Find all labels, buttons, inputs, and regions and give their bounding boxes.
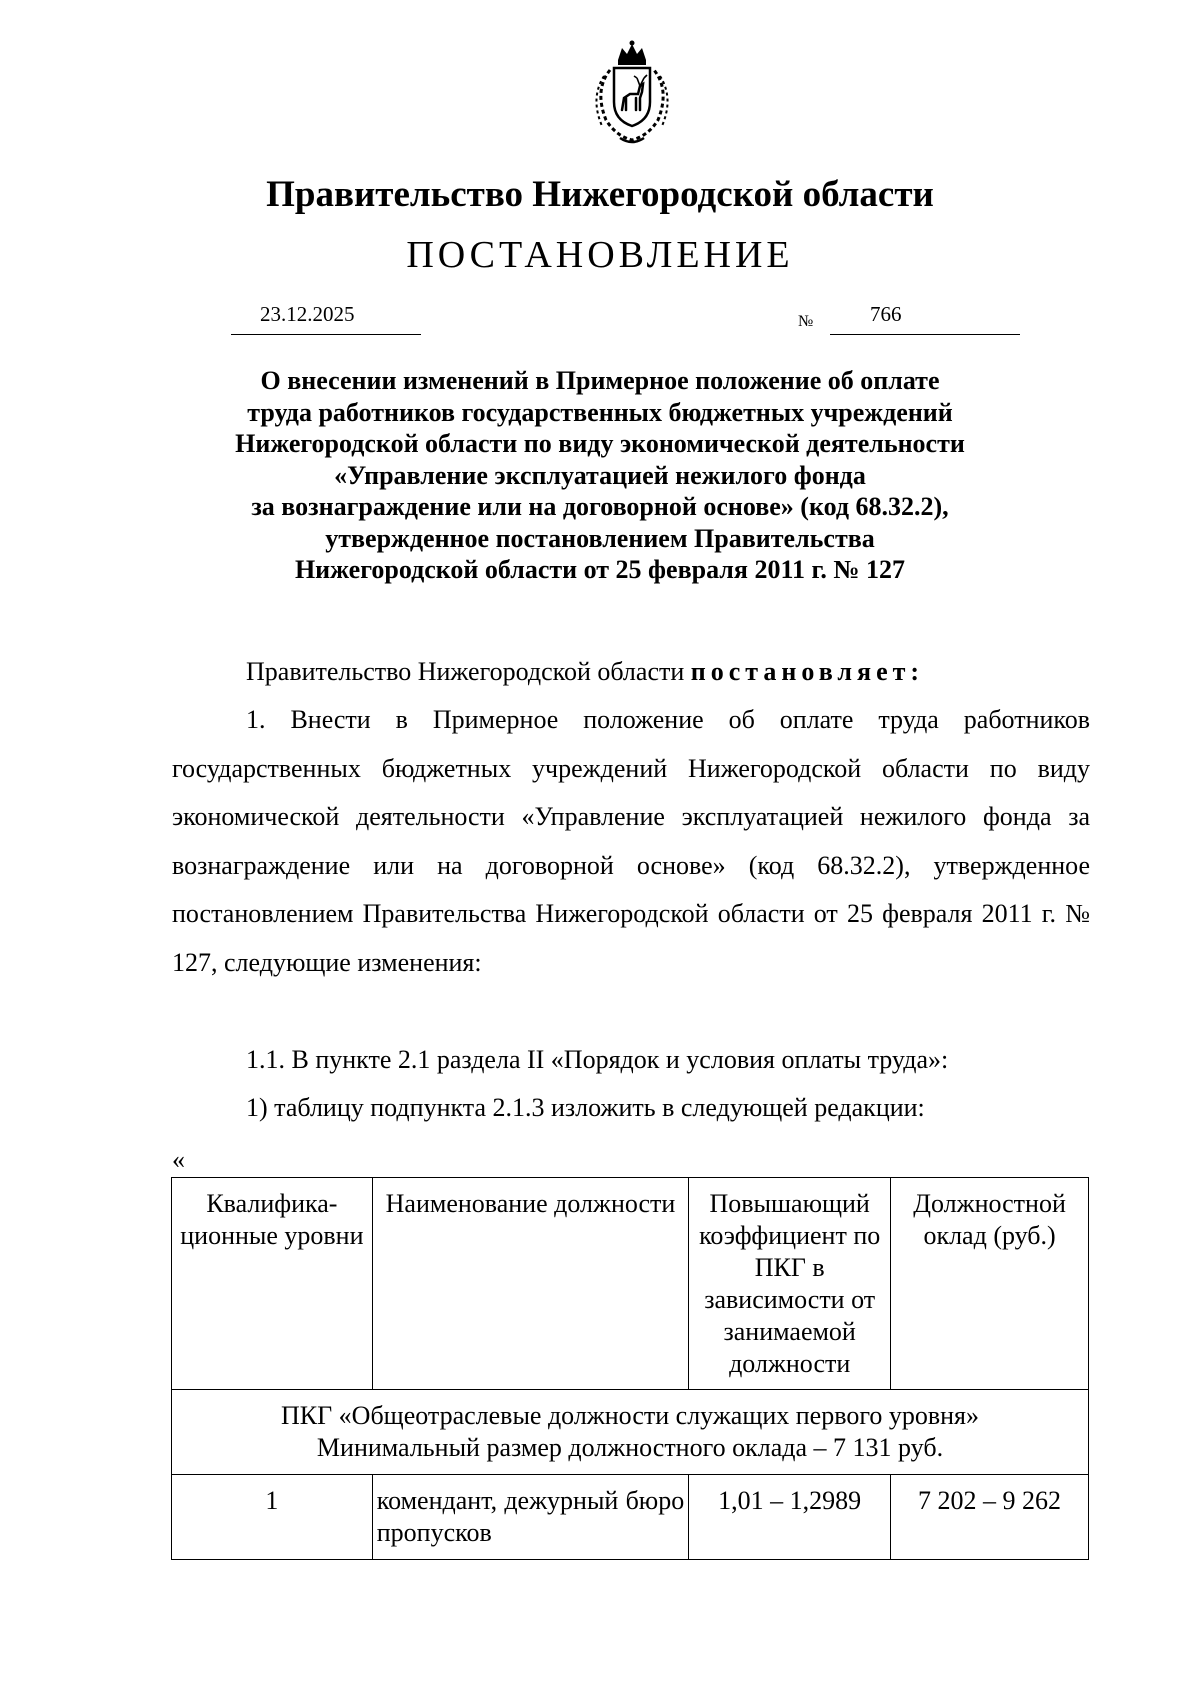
heading-line: «Управление эксплуатацией нежилого фонда: [334, 460, 866, 490]
header-position-name: Наименование должности: [372, 1178, 688, 1390]
heading-line: О внесении изменений в Примерное положение об оплате: [260, 366, 940, 395]
heading-line: утвержденное постановлением Правительства: [325, 523, 875, 553]
cell-coefficient: 1,01 – 1,2989: [689, 1475, 891, 1560]
decree-word: постановляет:: [690, 657, 925, 686]
coat-of-arms-emblem: [580, 40, 684, 148]
header-qualification-levels: Квалифика-ционные уровни: [172, 1178, 373, 1390]
cell-salary: 7 202 – 9 262: [891, 1475, 1089, 1560]
heading-line: Нижегородской области по виду экономической деятельности: [235, 429, 965, 458]
intro-prefix: Правительство Нижегородской области: [246, 657, 685, 686]
header-salary: Должностной оклад (руб.): [891, 1178, 1089, 1390]
cell-level: 1: [172, 1475, 373, 1560]
document-number-field: [830, 300, 1020, 335]
opening-quote: «: [172, 1145, 185, 1174]
group-title: ПКГ «Общеотраслевые должности служащих первого уровня»: [281, 1401, 979, 1430]
salary-table: [171, 1177, 1089, 1560]
government-name: Правительство Нижегородской области: [266, 174, 934, 215]
heading-line: Нижегородской области от 25 февраля 2011 г. № 127: [294, 555, 906, 584]
document-type: ПОСТАНОВЛЕНИЕ: [406, 234, 794, 276]
heading-line: за вознаграждение или на договорной основе» (код 68.32.2),: [251, 492, 949, 521]
document-date: 23.12.2025: [260, 302, 355, 326]
table-header-row: [172, 1178, 1089, 1390]
item-1-1-paragraph: 1.1. В пункте 2.1 раздела II «Порядок и условия оплаты труда»:: [246, 1045, 949, 1074]
document-date-field: [231, 300, 421, 335]
subitem-1-paragraph: 1) таблицу подпункта 2.1.3 изложить в следующей редакции:: [246, 1093, 925, 1122]
cell-position: комендант, дежурный бюро пропусков: [372, 1475, 688, 1560]
item-1-paragraph: 1. Внести в Примерное положение об оплате труда работников государственных бюджетных учреждений Нижегородской области по виду экономической деятельности «Управление эксплуатацией нежилого фонда за вознаграждение или на договорной основе» (код 68.32.2), утвержденное постановлением Правительства Нижегородской области от 25 февраля 2011 г. № 127, следующие изменения:: [172, 705, 1090, 977]
number-sign: №: [798, 313, 814, 330]
intro-paragraph: [172, 648, 1090, 697]
heading-line: труда работников государственных бюджетных учреждений: [247, 397, 953, 427]
header-coefficient: Повышающий коэффициент по ПКГ в зависимости от занимаемой должности: [689, 1178, 891, 1390]
document-number: 766: [870, 302, 902, 326]
table-group-row: [172, 1390, 1089, 1475]
table-row: [172, 1475, 1089, 1560]
group-min-salary: Минимальный размер должностного оклада – 7 131 руб.: [316, 1433, 944, 1462]
group-cell: [172, 1390, 1089, 1475]
document-heading: [140, 365, 1060, 586]
